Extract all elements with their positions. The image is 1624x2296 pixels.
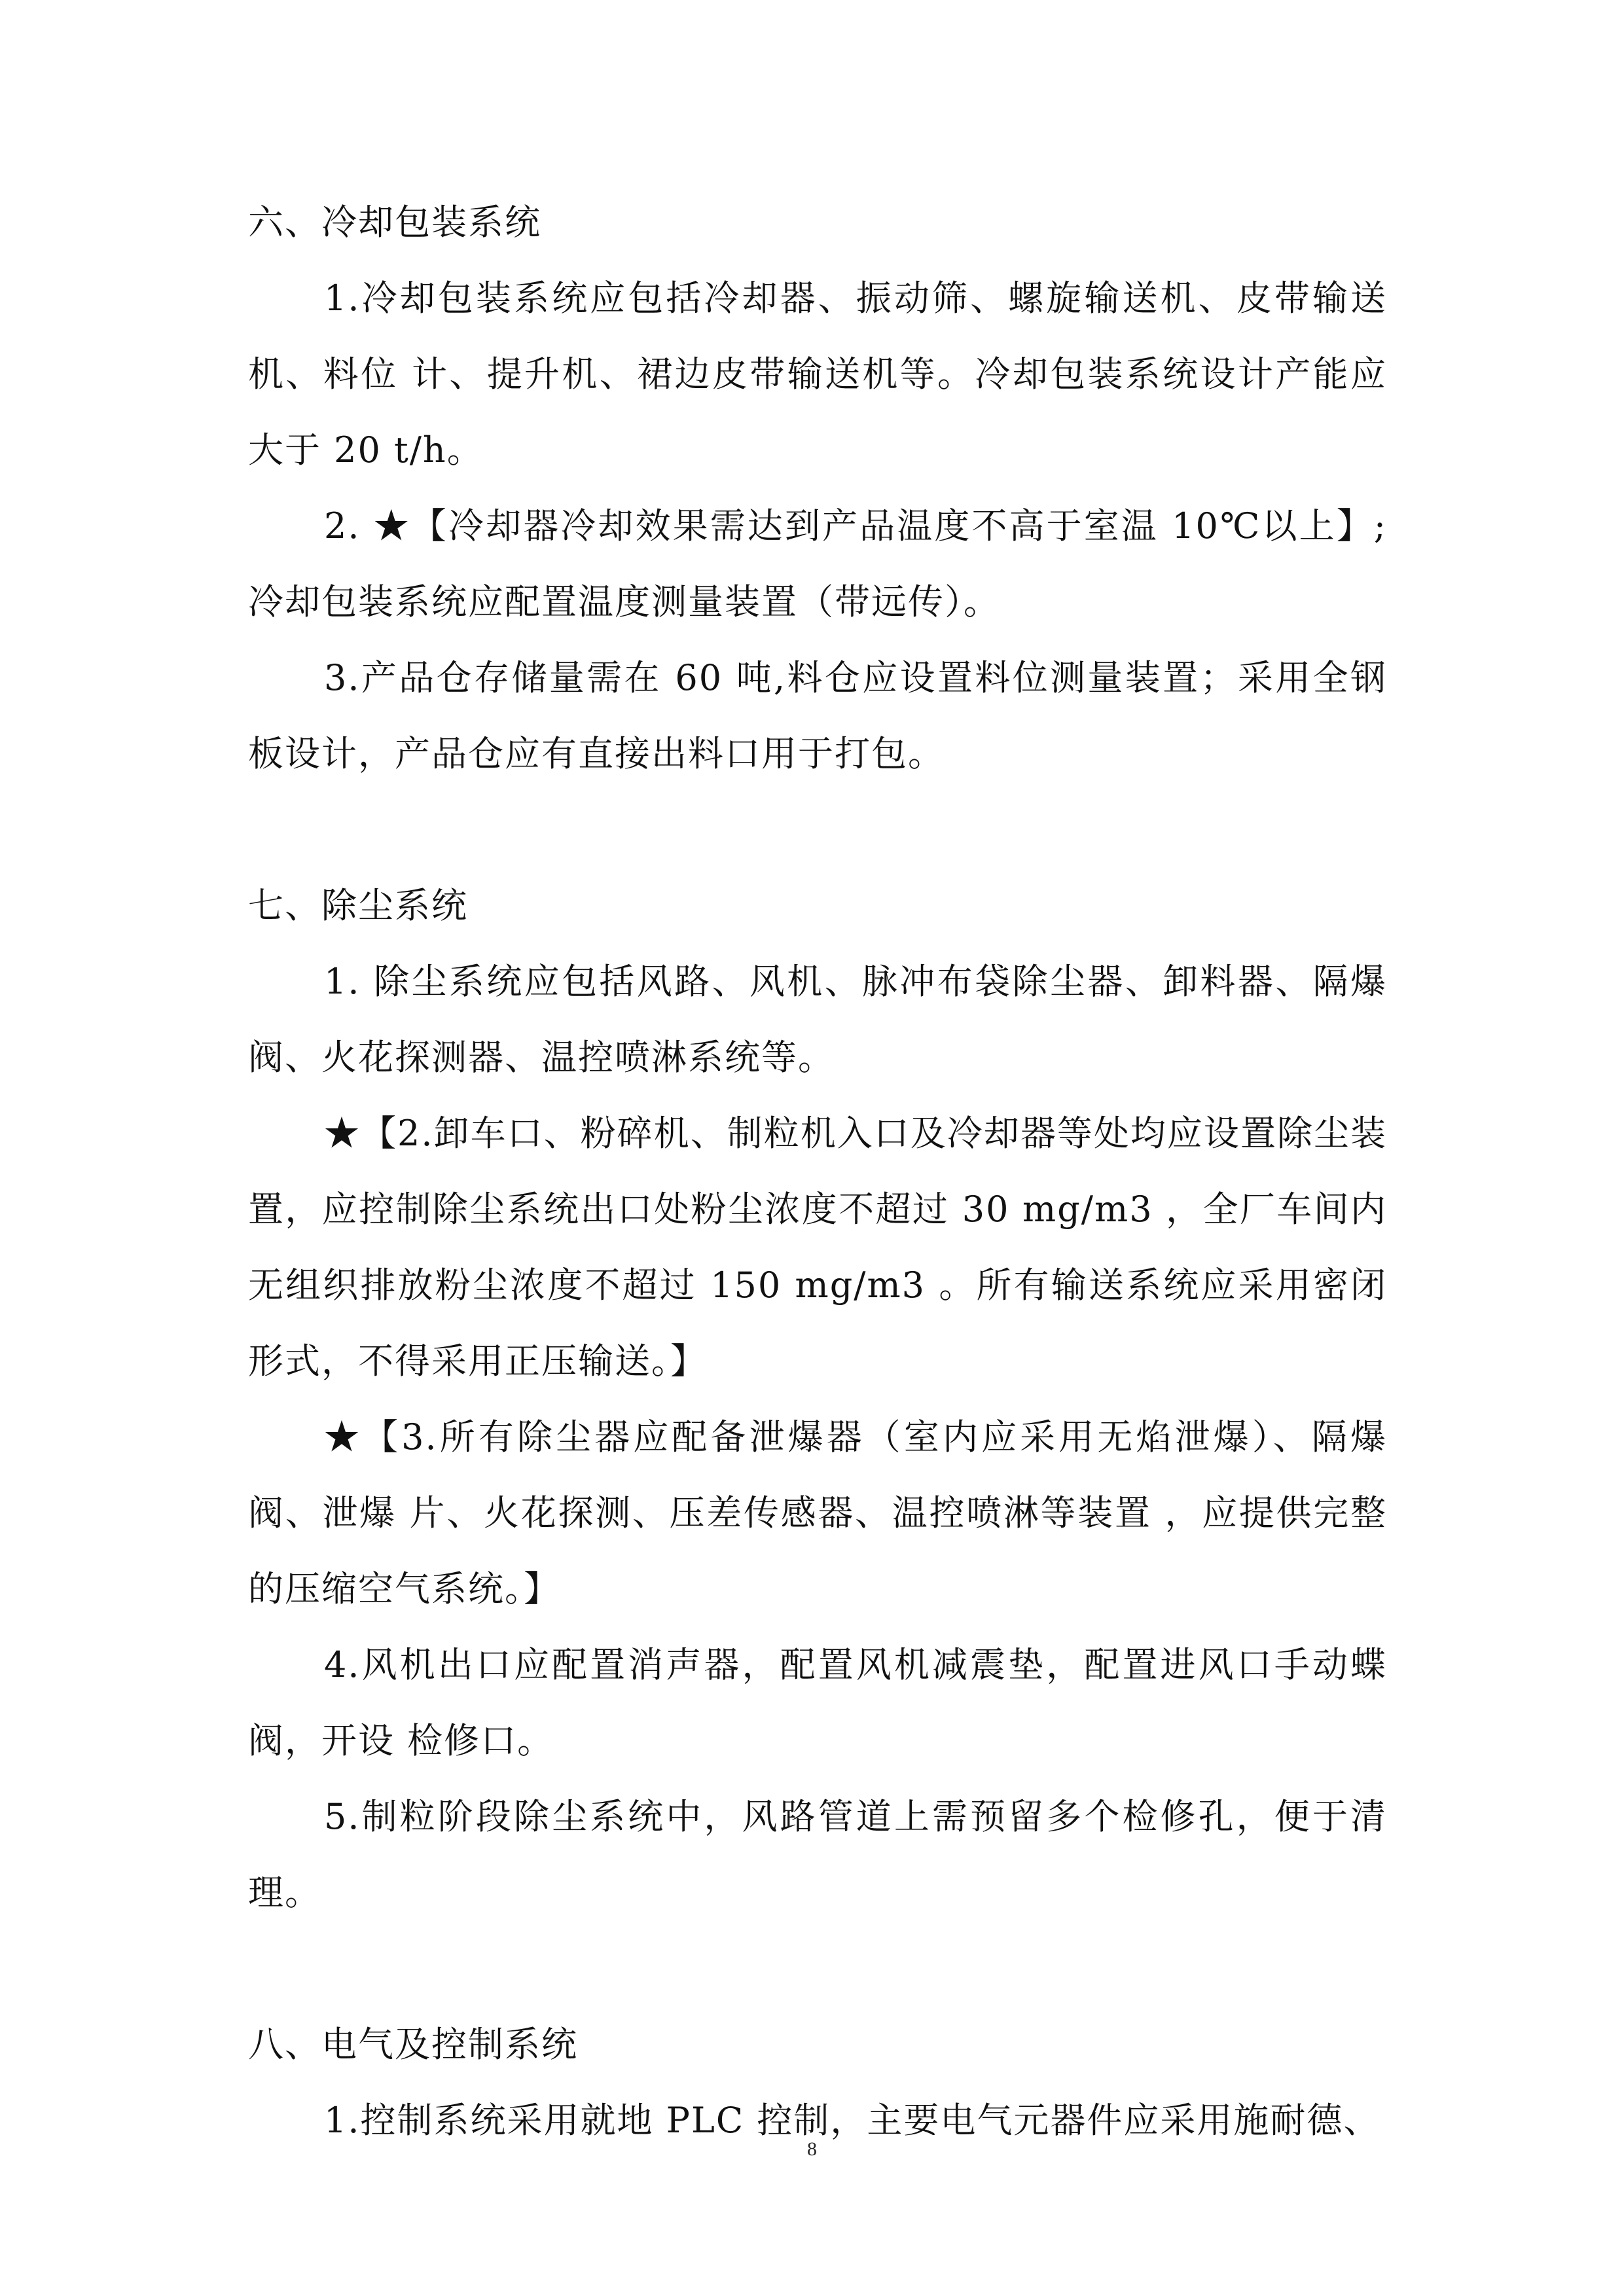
paragraph: 5.制粒阶段除尘系统中，风路管道上需预留多个检修孔，便于清理。 — [248, 1796, 1387, 1913]
paragraph: ★【3.所有除尘器应配备泄爆器（室内应采用无焰泄爆）、隔爆阀、泄爆 片、火花探测、压差传感器、温控喷淋等装置 ，应提供完整的压缩空气系统。】 — [248, 1416, 1387, 1609]
paragraph: ★【2.卸车口、粉碎机、制粒机入口及冷却器等处均应设置除尘装置，应控制除尘系统出口处粉尘浓度不超过 30 mg/m3 ，全厂车间内无组织排放粉尘浓度不超过 150 mg/m3 。所有输送系统应采用密闭形式，不得采用正压输送。】 — [248, 1113, 1387, 1382]
section-cooling-packaging — [248, 185, 1387, 792]
section-gap — [248, 1931, 1387, 2007]
section-heading: 八、电气及控制系统 — [248, 2024, 578, 2065]
paragraph: 2. ★【冷却器冷却效果需达到产品温度不高于室温 10℃以上】;冷却包装系统应配置温度测量装置（带远传）。 — [248, 505, 1387, 622]
paragraph: 3.产品仓存储量需在 60 吨,料仓应设置料位测量装置；采用全钢板设计，产品仓应有直接出料口用于打包。 — [248, 657, 1387, 774]
paragraph: 4.风机出口应配置消声器，配置风机减震垫，配置进风口手动蝶阀，开设 检修口。 — [248, 1644, 1387, 1761]
section-dust-removal — [248, 868, 1387, 1931]
section-gap — [248, 792, 1387, 868]
paragraph: 1. 除尘系统应包括风路、风机、脉冲布袋除尘器、卸料器、隔爆阀、火花探测器、温控喷淋系统等。 — [248, 961, 1387, 1078]
page-content — [248, 185, 1387, 2159]
section-heading: 七、除尘系统 — [248, 885, 468, 926]
page-number: 8 — [807, 2138, 817, 2160]
section-heading: 六、冷却包装系统 — [248, 202, 541, 243]
paragraph: 1.冷却包装系统应包括冷却器、振动筛、螺旋输送机、皮带输送机、料位 计、提升机、裙边皮带输送机等。冷却包装系统设计产能应大于 20 t/h。 — [248, 278, 1387, 471]
paragraph: 1.控制系统采用就地 PLC 控制，主要电气元器件应采用施耐德、 — [324, 2100, 1380, 2141]
